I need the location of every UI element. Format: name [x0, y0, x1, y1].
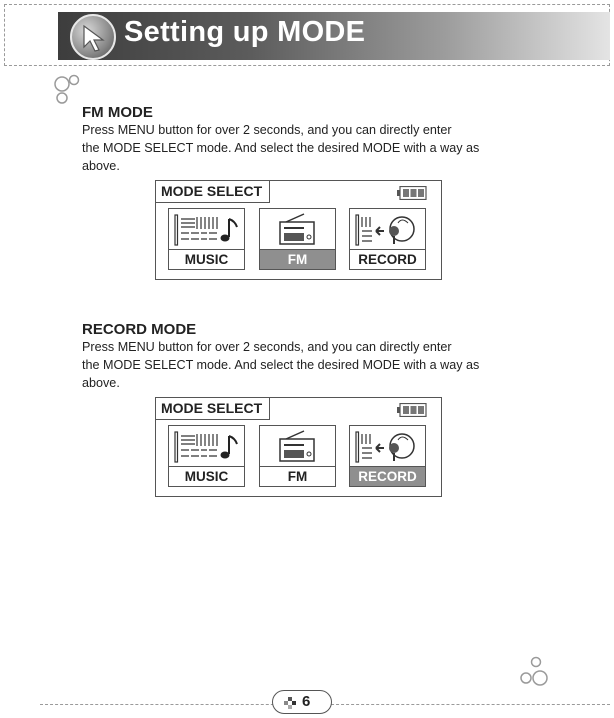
section-body-fm	[82, 121, 552, 175]
page-number-badge	[272, 690, 332, 714]
radio-icon	[260, 209, 334, 249]
battery-icon	[397, 403, 427, 422]
tile-label-fm: FM	[260, 466, 335, 486]
microphone-icon	[350, 209, 424, 249]
mode-tile-music[interactable]	[168, 425, 245, 487]
section-body-record	[82, 338, 552, 392]
bubbles-decoration-icon	[50, 72, 84, 106]
body-line: above.	[82, 376, 120, 390]
screen-title: MODE SELECT	[156, 398, 270, 420]
mode-tile-music[interactable]	[168, 208, 245, 270]
page-title: Setting up MODE	[124, 16, 366, 48]
body-line: the MODE SELECT mode. And select the desired MODE with a way as	[82, 358, 480, 372]
microphone-icon	[350, 426, 424, 466]
screen-title: MODE SELECT	[156, 181, 270, 203]
tile-label-fm: FM	[260, 249, 335, 269]
mode-tile-fm[interactable]	[259, 425, 336, 487]
page-number: 6	[302, 693, 311, 710]
cursor-arrow-icon	[70, 14, 116, 60]
music-note-icon	[169, 426, 243, 466]
tile-label-music: MUSIC	[169, 249, 244, 269]
tile-label-record: RECORD	[350, 466, 425, 486]
body-line: above.	[82, 159, 120, 173]
page-marker-icon	[284, 697, 298, 709]
body-line: Press MENU button for over 2 seconds, and you can directly enter	[82, 123, 452, 137]
tile-label-record: RECORD	[350, 249, 425, 269]
battery-icon	[397, 186, 427, 205]
mode-tile-record[interactable]	[349, 425, 426, 487]
mode-tile-fm[interactable]	[259, 208, 336, 270]
tile-label-music: MUSIC	[169, 466, 244, 486]
bubbles-decoration-icon	[518, 656, 552, 690]
body-line: the MODE SELECT mode. And select the desired MODE with a way as	[82, 141, 480, 155]
radio-icon	[260, 426, 334, 466]
section-title-record: RECORD MODE	[82, 321, 197, 338]
mode-select-screen-fm	[155, 180, 442, 280]
section-title-fm: FM MODE	[82, 104, 153, 121]
mode-select-screen-record	[155, 397, 442, 497]
mode-tile-record[interactable]	[349, 208, 426, 270]
body-line: Press MENU button for over 2 seconds, and you can directly enter	[82, 340, 452, 354]
music-note-icon	[169, 209, 243, 249]
